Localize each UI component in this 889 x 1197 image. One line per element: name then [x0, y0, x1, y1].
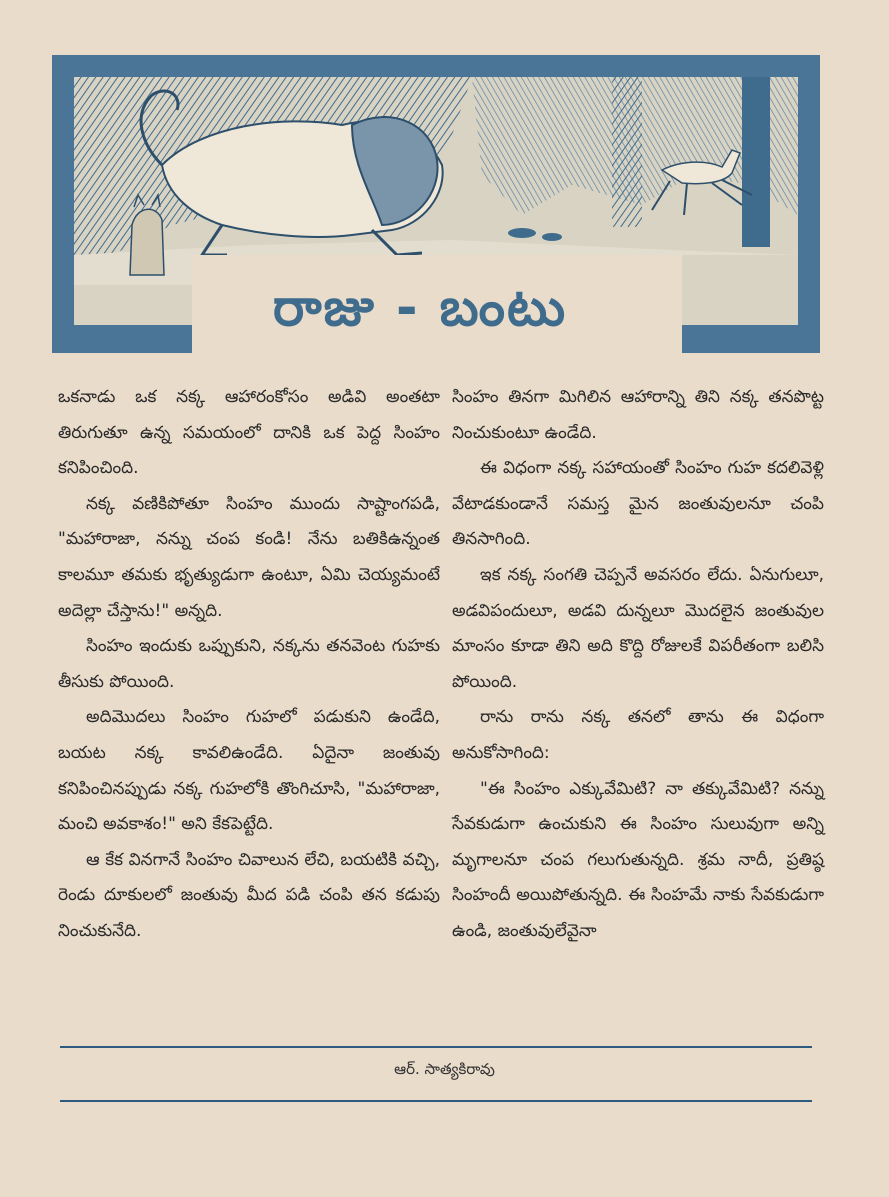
paragraph: సింహం తినగా మిగిలిన ఆహారాన్ని తిని నక్క తనపొట్ట నించుకుంటూ ఉండేది.: [452, 387, 824, 443]
paragraph: "ఈ సింహం ఎక్కువేమిటి? నా తక్కువేమిటి? నన్ను సేవకుడుగా ఉంచుకుని ఈ సింహం సులువుగా అన్ని మృగాలనూ చంప గలుగుతున్నది. శ్రమ నాదీ, ప్రతిష్ఠ సింహందీ అయిపోతున్నది. ఈ సింహమే నాకు సేవకుడుగా ఉండి, జంతువులేవైనా: [452, 778, 824, 941]
paragraph: ఒకనాడు ఒక నక్క ఆహారంకోసం అడివి అంతటా తిరుగుతూ ఉన్న సమయంలో దానికి ఒక పెద్ద సింహం కనిపించింది.: [58, 387, 440, 479]
left-text-column: [58, 380, 440, 950]
paragraph: ఆ కేక వినగానే సింహం చివాలున లేచి, బయటికి వచ్చి, రెండు దూకులలో జంతువు మీద పడి చంపి తన కడుపు నించుకునేది.: [58, 849, 440, 941]
paragraph: రాను రాను నక్క తనలో తాను ఈ విధంగా అనుకోసాగింది:: [452, 707, 824, 763]
divider-bottom: [60, 1100, 812, 1102]
divider-top: [60, 1046, 812, 1048]
paragraph: ఈ విధంగా నక్క సహాయంతో సింహం గుహ కదలివెళ్లి వేటాడకుండానే సమస్త మైన జంతువులనూ చంపి తినసాగింది.: [452, 458, 824, 550]
paragraph: ఇక నక్క సంగతి చెప్పనే అవసరం లేదు. ఏనుగులూ, అడవిపందులూ, అడవి దున్నలూ మొదలైన జంతువుల మాంసం కూడా తిని అది కొద్ది రోజులకే విపరీతంగా బలిసి పోయింది.: [452, 564, 824, 692]
right-text-column: [452, 380, 824, 950]
paragraph: నక్క వణికిపోతూ సింహం ముందు సాష్టాంగపడి, "మహారాజా, నన్ను చంప కండి! నేను బతికిఉన్నంత కాలమూ తమకు భృత్యుడుగా ఉంటూ, ఏమి చెయ్యమంటే అదెల్లా చేస్తాను!" అన్నది.: [58, 493, 440, 621]
author-credit: ఆర్. సాత్యకిరావు: [394, 1060, 495, 1078]
paragraph: అదిమొదలు సింహం గుహలో పడుకుని ఉండేది, బయట నక్క కావలిఉండేది. ఏదైనా జంతువు కనిపించినప్పుడు నక్క గుహలోకి తొంగిచూసి, "మహారాజా, మంచి అవకాశం!" అని కేకపెట్టేది.: [58, 707, 440, 835]
paragraph: సింహం ఇందుకు ఒప్పుకుని, నక్కను తనవెంట గుహకు తీసుకు పోయింది.: [58, 636, 440, 692]
story-title: రాజు - బంటు: [272, 278, 568, 338]
